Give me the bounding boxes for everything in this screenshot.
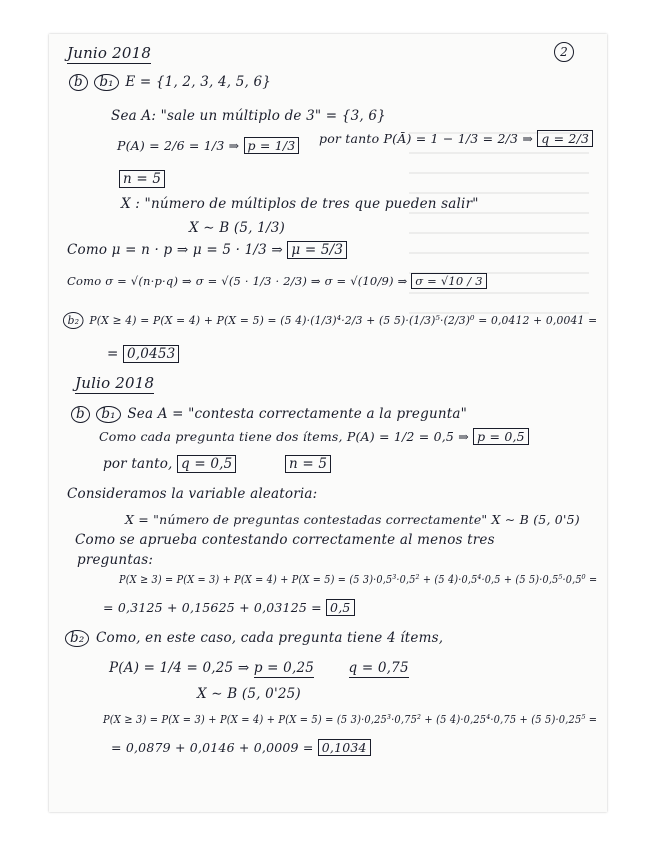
part-label: b	[69, 74, 88, 91]
line-text: X ∼ B (5, 0'25)	[197, 686, 301, 702]
line-text: P(X ≥ 4) = P(X = 4) + P(X = 5) = (5 4)·(1/3)⁴·2/3 + (5 5)·(1/3)⁵·(2/3)⁰ = 0,0412 + 0,0041 =	[89, 313, 598, 327]
line-j4	[119, 171, 165, 187]
line-u9	[103, 600, 355, 615]
line-text: Sea A: "sale un múltiplo de 3" = {3, 6}	[111, 108, 386, 124]
line-u2	[99, 429, 529, 444]
line-text: Como, en este caso, cada pregunta tiene 4 ítems,	[95, 630, 444, 646]
line-text: Como cada pregunta tiene dos ítems, P(A) = 1/2 = 0,5 ⇒	[99, 429, 469, 444]
line-text: P(A) = 2/6 = 1/3 ⇒	[117, 138, 240, 153]
boxed-result: n = 5	[285, 455, 331, 473]
subpart-label: b₁	[94, 74, 118, 91]
line-j10	[107, 346, 179, 362]
part-label: b₂	[63, 312, 84, 329]
line-text: por tanto,	[103, 456, 173, 472]
line-j3	[117, 138, 299, 153]
line-text: P(X ≥ 3) = P(X = 3) + P(X = 4) + P(X = 5) = (5 3)·0,25³·0,75² + (5 4)·0,25⁴·0,75 + (5 5)·0,25⁵ =	[103, 712, 598, 726]
boxed-result: n = 5	[119, 170, 165, 188]
section-title-text: Junio 2018	[67, 44, 152, 62]
line-text: preguntas:	[77, 552, 154, 568]
line-text: Como σ = √(n·p·q) ⇒ σ = √(5 · 1/3 · 2/3) ⇒ σ = √(10/9) ⇒	[67, 274, 408, 288]
line-u3	[103, 456, 331, 472]
line-u8	[119, 572, 597, 586]
line-text: Consideramos la variable aleatoria:	[67, 486, 318, 502]
section-title-junio	[67, 44, 151, 62]
line-text: = 0,0879 + 0,0146 + 0,0009 =	[111, 740, 314, 755]
line-j7	[67, 242, 347, 258]
line-text: X = "número de preguntas contestadas correctamente" X ∼ B (5, 0'5)	[125, 512, 580, 527]
line-j2	[111, 108, 386, 124]
line-u4	[67, 486, 317, 502]
line-j9	[63, 312, 597, 329]
subpart-label: b₁	[96, 406, 120, 423]
boxed-result: μ = 5/3	[287, 241, 347, 259]
line-u12	[197, 686, 301, 702]
line-text: =	[107, 346, 119, 362]
line-u10	[65, 630, 443, 647]
boxed-result: 0,5	[326, 599, 354, 616]
line-text: X ∼ B (5, 1/3)	[189, 220, 285, 236]
part-label: b	[71, 406, 90, 423]
line-text: Como se aprueba contestando correctamente al menos tres	[75, 532, 495, 548]
line-text: P(A) = 1/4 = 0,25 ⇒	[109, 660, 250, 676]
part-label: b₂	[65, 630, 89, 647]
boxed-result: p = 0,5	[473, 428, 529, 445]
boxed-result: q = 2/3	[537, 130, 593, 147]
line-u5	[125, 512, 580, 527]
underlined-result: q = 0,75	[348, 660, 409, 676]
line-text: Sea A = "contesta correctamente a la pregunta"	[127, 406, 468, 422]
line-u1	[71, 406, 467, 423]
line-j3b	[319, 131, 593, 146]
line-u7	[77, 552, 153, 568]
line-u13	[103, 712, 597, 726]
section-title-text: Julio 2018	[75, 374, 155, 392]
line-j6	[189, 220, 285, 236]
handwritten-content	[49, 34, 607, 812]
line-u6	[75, 532, 495, 548]
line-j1	[69, 74, 271, 91]
line-u14	[111, 740, 371, 755]
boxed-result: q = 0,5	[177, 455, 236, 473]
line-text: Como μ = n · p ⇒ μ = 5 · 1/3 ⇒	[67, 242, 283, 258]
line-text: X : "número de múltiplos de tres que pueden salir"	[121, 196, 479, 212]
line-text: por tanto P(Ā) = 1 − 1/3 = 2/3 ⇒	[319, 131, 534, 146]
boxed-result: 0,1034	[318, 739, 371, 756]
line-text: P(X ≥ 3) = P(X = 3) + P(X = 4) + P(X = 5) = (5 3)·0,5³·0,5² + (5 4)·0,5⁴·0,5 + (5 5)·0,5⁵·0,5⁰ =	[119, 572, 598, 586]
line-j5	[121, 196, 479, 212]
boxed-result: p = 1/3	[244, 137, 300, 154]
line-text: E = {1, 2, 3, 4, 5, 6}	[125, 74, 272, 90]
section-title-julio	[75, 374, 154, 392]
line-text: = 0,3125 + 0,15625 + 0,03125 =	[103, 600, 322, 615]
page-number: 2	[554, 42, 574, 62]
notebook-page	[49, 34, 607, 812]
line-j8	[67, 274, 487, 288]
line-u11	[109, 660, 409, 676]
boxed-result: 0,0453	[123, 345, 179, 363]
boxed-result: σ = √10 / 3	[411, 273, 486, 289]
underlined-result: p = 0,25	[253, 660, 315, 676]
